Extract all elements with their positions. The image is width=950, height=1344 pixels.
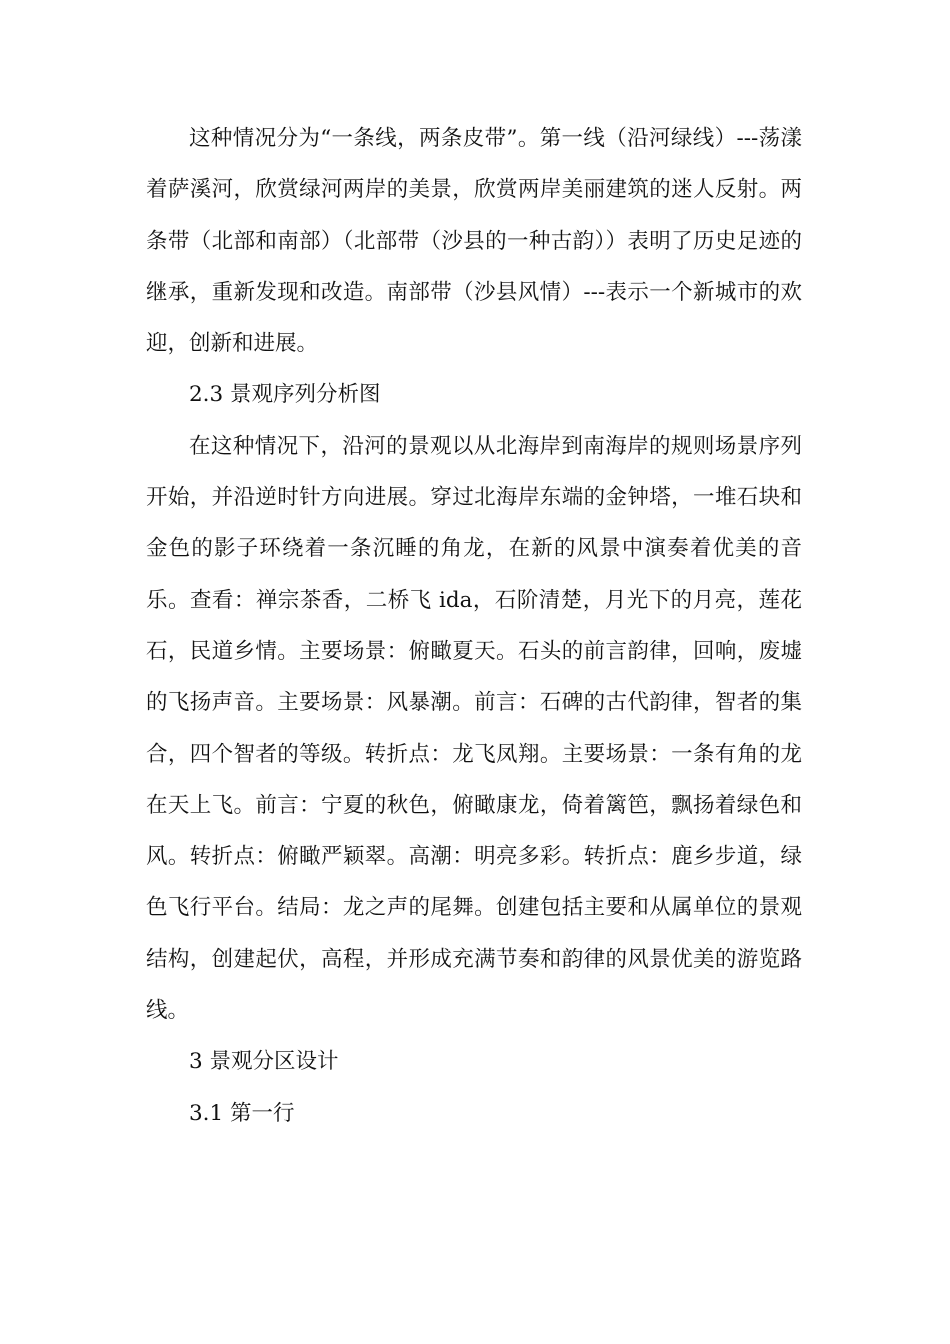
heading-3: 3 景观分区设计 xyxy=(189,1049,339,1075)
heading-3-1: 3.1 第一行 xyxy=(189,1100,295,1126)
paragraph-sequence-analysis: 在这种情况下，沿河的景观以从北海岸到南海岸的规则场景序列开始，并沿逆时针方向进展。穿过北海岸东端的金钟塔，一堆石块和金色的影子环绕着一条沉睡的角龙，在新的风景中演奏着优美的音乐。查看：禅宗茶香，二桥飞 ida，石阶清楚，月光下的月亮，莲花石，民道乡情。主要场景：俯瞰夏天。石头的前言韵律，回响，废墟的飞扬声音。主要场景：风暴潮。前言：石碑的古代韵律，智者的集合，四个智者的等级。转折点：龙飞凤翔。主要场景：一条有角的龙在天上飞。前言：宁夏的秋色，俯瞰康龙，倚着篱笆，飘扬着绿色和风。转折点：俯瞰严颖翠。高潮：明亮多彩。转折点：鹿乡步道，绿色飞行平台。结局：龙之声的尾舞。创建包括主要和从属单位的景观结构，创建起伏，高程，并形成充满节奏和韵律的风景优美的游览路线。 xyxy=(146,433,802,1024)
heading-2-3: 2.3 景观序列分析图 xyxy=(189,382,381,408)
document-body xyxy=(146,113,802,1139)
paragraph-belt-description: 这种情况分为“一条线，两条皮带”。第一线（沿河绿线）---荡漾着萨溪河，欣赏绿河两岸的美景，欣赏两岸美丽建筑的迷人反射。两条带（北部和南部）（北部带（沙县的一种古韵））表明了历史足迹的继承，重新发现和改造。南部带（沙县风情）---表示一个新城市的欢迎，创新和进展。 xyxy=(146,126,802,357)
